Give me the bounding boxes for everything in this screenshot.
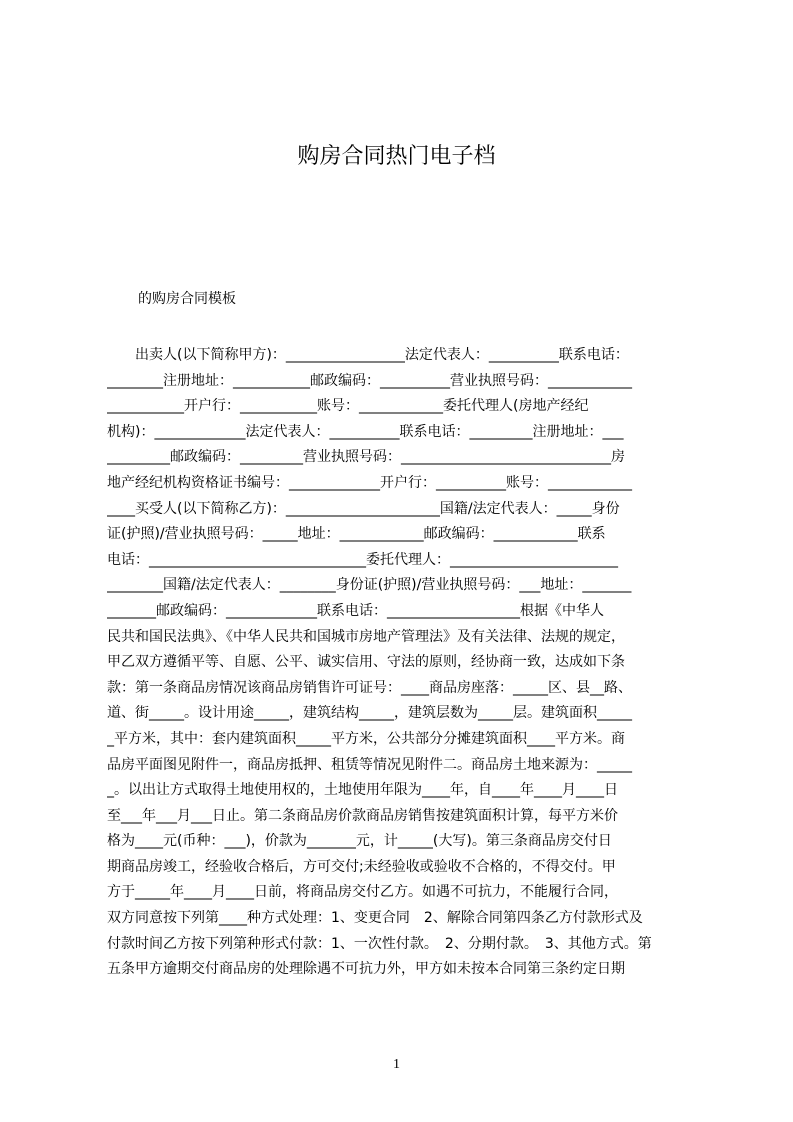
document-title: 购房合同热门电子档 (297, 144, 496, 169)
body-line: 方于_____年____月____日前，将商品房交付乙方。如遇不可抗力，不能履行合同， (107, 884, 618, 901)
body-line: ____买受人(以下简称乙方)：______________________国籍/法定代表人：_____身份 (107, 500, 620, 517)
body-line: 机构)：_____________法定代表人：__________联系电话：_________注册地址：___ (107, 423, 624, 440)
body-line: 期商品房竣工，经验收合格后，方可交付;未经验收或验收不合格的，不得交付。甲 (107, 858, 616, 875)
document-subtitle: 的购房合同模板 (138, 291, 236, 307)
body-line: 至___年___月___日止。第二条商品房价款商品房销售按建筑面积计算，每平方米价 (107, 807, 618, 824)
body-line: 双方同意按下列第____种方式处理：1、变更合同 2、解除合同第四条乙方付款形式及 (107, 910, 643, 927)
body-line: 地产经纪机构资格证书编号：_____________开户行：__________账号：____________ (107, 474, 632, 491)
body-line: 付款时间乙方按下列第种形式付款：1、一次性付款。 2、分期付款。 3、其他方式。第 (107, 935, 652, 952)
body-line: _平方米，其中：套内建筑面积_____平方米，公共部分分摊建筑面积____平方米。商 (107, 730, 625, 747)
body-line: 五条甲方逾期交付商品房的处理除遇不可抗力外，甲方如未按本合同第三条约定日期 (107, 961, 625, 978)
body-line: _________邮政编码：_________营业执照号码：______________________________房 (107, 449, 625, 466)
body-line: _。以出让方式取得土地使用权的，土地使用年限为____年，自____年____月____日 (107, 782, 618, 799)
body-line: 品房平面图见附件一，商品房抵押、租赁等情况见附件二。商品房土地来源为：_____ (107, 756, 632, 773)
body-line: 道、街_____。设计用途_____，建筑结构_____，建筑层数为_____层。建筑面积_____ (107, 705, 632, 722)
body-line: ________国籍/法定代表人：________身份证(护照)/营业执照号码：___地址：_______ (107, 577, 632, 594)
page-number: 1 (393, 1057, 400, 1072)
body-line: 证(护照)/营业执照号码：_____地址：____________邮政编码：____________联系 (107, 526, 606, 543)
body-line: 民共和国民法典》、《中华人民共和国城市房地产管理法》及有关法律、法规的规定， (107, 628, 625, 645)
body-line: ___________开户行：___________账号：____________委托代理人(房地产经纪 (107, 398, 589, 415)
body-line: _______邮政编码：_____________联系电话：___________________根据《中华人 (107, 602, 604, 619)
contract-body (107, 343, 697, 983)
body-line: ________注册地址：___________邮政编码：__________营业执照号码：____________ (107, 372, 632, 389)
body-line: 出卖人(以下简称甲方)：_________________法定代表人：__________联系电话： (107, 347, 629, 363)
body-line: 款：第一条商品房情况该商品房销售许可证号：____商品房座落：_____区、县__路、 (107, 679, 632, 696)
body-line: 甲乙双方遵循平等、自愿、公平、诚实信用、守法的原则，经协商一致，达成如下条 (107, 654, 625, 671)
body-line: 格为____元(币种：___)，价款为_______元，计_____(大写)。第三条商品房交付日 (107, 833, 612, 850)
body-line: 电话：_______________________________委托代理人：________________________ (107, 551, 618, 568)
